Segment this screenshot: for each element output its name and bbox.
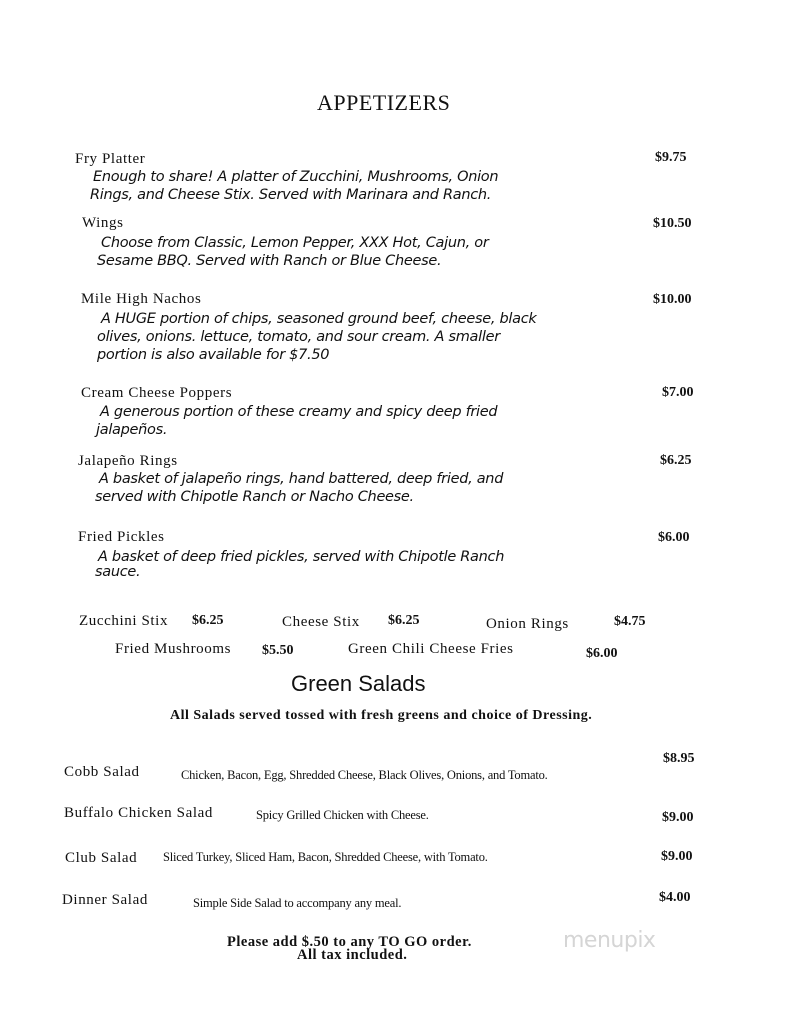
item-price: $7.00 <box>662 385 694 400</box>
item-desc: Enough to share! A platter of Zucchini, Mushrooms, Onion <box>93 169 499 185</box>
item-price: $10.00 <box>653 292 692 307</box>
side-name: Fried Mushrooms <box>115 641 232 657</box>
item-name: Jalapeño Rings <box>78 453 178 469</box>
salad-desc: Simple Side Salad to accompany any meal. <box>193 896 402 910</box>
item-price: $9.75 <box>655 150 687 165</box>
item-desc: jalapeños. <box>96 422 168 438</box>
salad-price: $4.00 <box>659 890 691 905</box>
salad-name: Dinner Salad <box>62 892 148 908</box>
salad-name: Buffalo Chicken Salad <box>64 805 213 821</box>
side-price: $6.25 <box>192 613 224 628</box>
item-desc: A basket of deep fried pickles, served with Chipotle Ranch <box>98 549 505 565</box>
item-desc: Sesame BBQ. Served with Ranch or Blue Cheese. <box>97 253 442 269</box>
side-price: $4.75 <box>614 614 646 629</box>
item-price: $6.25 <box>660 453 692 468</box>
item-name: Cream Cheese Poppers <box>81 385 233 401</box>
item-name: Fried Pickles <box>78 529 165 545</box>
item-desc: A generous portion of these creamy and spicy deep fried <box>100 404 498 420</box>
side-name: Zucchini Stix <box>79 613 169 629</box>
item-desc: portion is also available for $7.50 <box>97 347 330 363</box>
salads-heading: Green Salads <box>291 671 426 696</box>
side-price: $5.50 <box>262 643 294 658</box>
item-desc: served with Chipotle Ranch or Nacho Cheese. <box>95 489 414 505</box>
side-name: Green Chili Cheese Fries <box>348 641 514 657</box>
item-price: $10.50 <box>653 216 692 231</box>
side-price: $6.25 <box>388 613 420 628</box>
tax-note: All tax included. <box>297 947 408 963</box>
side-price: $6.00 <box>586 646 618 661</box>
salad-desc: Chicken, Bacon, Egg, Shredded Cheese, Black Olives, Onions, and Tomato. <box>181 768 548 782</box>
item-name: Mile High Nachos <box>81 291 202 307</box>
salad-price: $8.95 <box>663 751 695 766</box>
side-name: Onion Rings <box>486 616 569 632</box>
salad-price: $9.00 <box>661 849 693 864</box>
item-name: Wings <box>82 215 124 231</box>
togo-note: Please add $.50 to any TO GO order. <box>227 934 472 950</box>
item-price: $6.00 <box>658 530 690 545</box>
item-desc: sauce. <box>95 564 141 580</box>
salad-desc: Sliced Turkey, Sliced Ham, Bacon, Shredded Cheese, with Tomato. <box>163 850 488 864</box>
item-desc: Choose from Classic, Lemon Pepper, XXX Hot, Cajun, or <box>101 235 489 251</box>
item-desc: A basket of jalapeño rings, hand battered, deep fried, and <box>99 471 504 487</box>
appetizers-heading: APPETIZERS <box>317 90 451 115</box>
item-name: Fry Platter <box>75 151 146 167</box>
item-desc: olives, onions. lettuce, tomato, and sour cream. A smaller <box>97 329 500 345</box>
item-desc: Rings, and Cheese Stix. Served with Marinara and Ranch. <box>90 187 492 203</box>
salads-note: All Salads served tossed with fresh greens and choice of Dressing. <box>170 708 593 723</box>
side-name: Cheese Stix <box>282 614 360 630</box>
salad-price: $9.00 <box>662 810 694 825</box>
item-desc: A HUGE portion of chips, seasoned ground beef, cheese, black <box>101 311 537 327</box>
salad-name: Cobb Salad <box>64 764 140 780</box>
salad-desc: Spicy Grilled Chicken with Cheese. <box>256 808 429 822</box>
salad-name: Club Salad <box>65 850 138 866</box>
menupix-watermark: menupix <box>563 928 656 953</box>
